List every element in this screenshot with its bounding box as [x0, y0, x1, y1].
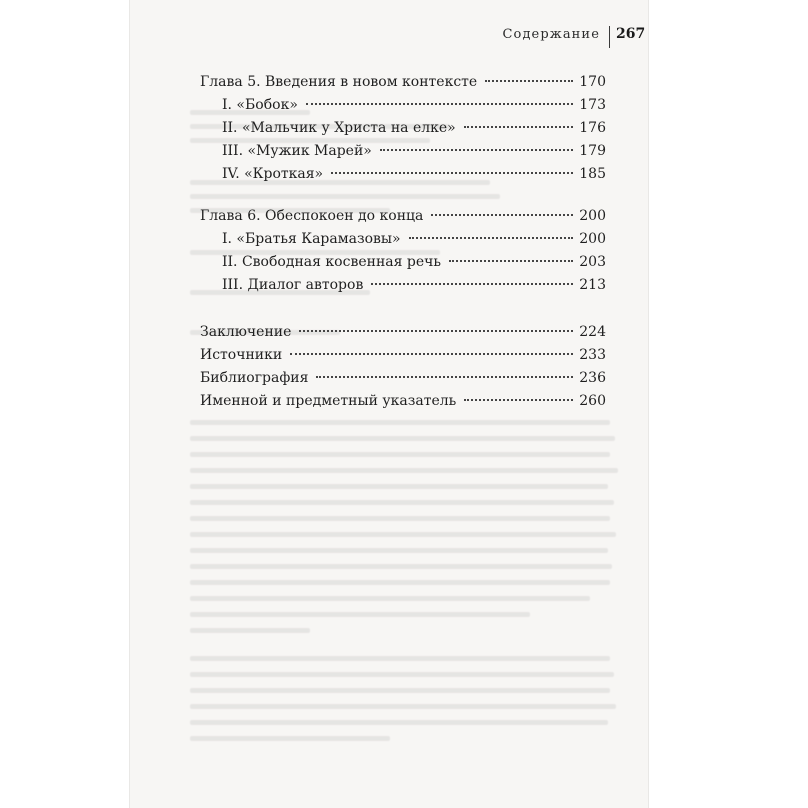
table-of-contents [200, 71, 606, 413]
toc-entry-page: 200 [579, 208, 606, 224]
toc-entry-title: Глава 5. Введения в новом контексте [200, 74, 478, 90]
page-number: 267 [616, 26, 646, 42]
toc-entry-page: 213 [579, 277, 606, 293]
toc-section [200, 163, 606, 186]
toc-entry-title: I. «Бобок» [222, 97, 298, 113]
toc-entry-page: 224 [579, 324, 606, 340]
toc-section [200, 274, 606, 297]
toc-entry-title: III. «Мужик Марей» [222, 143, 372, 159]
toc-entry-page: 170 [579, 74, 606, 90]
toc-entry-title: II. «Мальчик у Христа на елке» [222, 120, 456, 136]
toc-index [200, 390, 606, 413]
toc-entry-page: 179 [579, 143, 606, 159]
book-page [130, 0, 648, 808]
toc-chapter-5 [200, 71, 606, 94]
toc-entry-page: 233 [579, 347, 606, 363]
toc-entry-title: II. Свободная косвенная речь [222, 254, 442, 270]
dot-leader [464, 398, 573, 401]
dot-leader [299, 329, 573, 332]
toc-sources [200, 344, 606, 367]
toc-entry-title: IV. «Кроткая» [222, 166, 324, 182]
toc-entry-page: 203 [579, 254, 606, 270]
dot-leader [290, 352, 573, 355]
dot-leader [316, 375, 573, 378]
toc-entry-page: 173 [579, 97, 606, 113]
toc-entry-page: 176 [579, 120, 606, 136]
toc-conclusion [200, 321, 606, 344]
toc-entry-title: Библиография [200, 370, 309, 386]
dot-leader [485, 79, 573, 82]
dot-leader [409, 236, 574, 239]
toc-section [200, 94, 606, 117]
dot-leader [449, 259, 573, 262]
toc-section [200, 228, 606, 251]
running-head-title: Содержание [502, 27, 600, 42]
dot-leader [431, 213, 573, 216]
toc-entry-page: 185 [579, 166, 606, 182]
dot-leader [380, 148, 573, 151]
dot-leader [371, 282, 573, 285]
toc-chapter-6 [200, 205, 606, 228]
running-head-divider [609, 26, 610, 48]
toc-section [200, 117, 606, 140]
toc-bibliography [200, 367, 606, 390]
toc-spacer [200, 186, 606, 205]
dot-leader [464, 125, 574, 128]
running-head [130, 24, 648, 46]
toc-entry-page: 200 [579, 231, 606, 247]
toc-entry-title: I. «Братья Карамазовы» [222, 231, 401, 247]
dot-leader [331, 171, 573, 174]
toc-entry-title: III. Диалог авторов [222, 277, 364, 293]
toc-spacer [200, 297, 606, 321]
toc-entry-page: 260 [579, 393, 606, 409]
toc-section [200, 140, 606, 163]
dot-leader [306, 102, 573, 105]
toc-entry-title: Заключение [200, 324, 292, 340]
toc-entry-page: 236 [579, 370, 606, 386]
toc-entry-title: Источники [200, 347, 283, 363]
toc-entry-title: Глава 6. Обеспокоен до конца [200, 208, 424, 224]
toc-entry-title: Именной и предметный указатель [200, 393, 457, 409]
toc-section [200, 251, 606, 274]
